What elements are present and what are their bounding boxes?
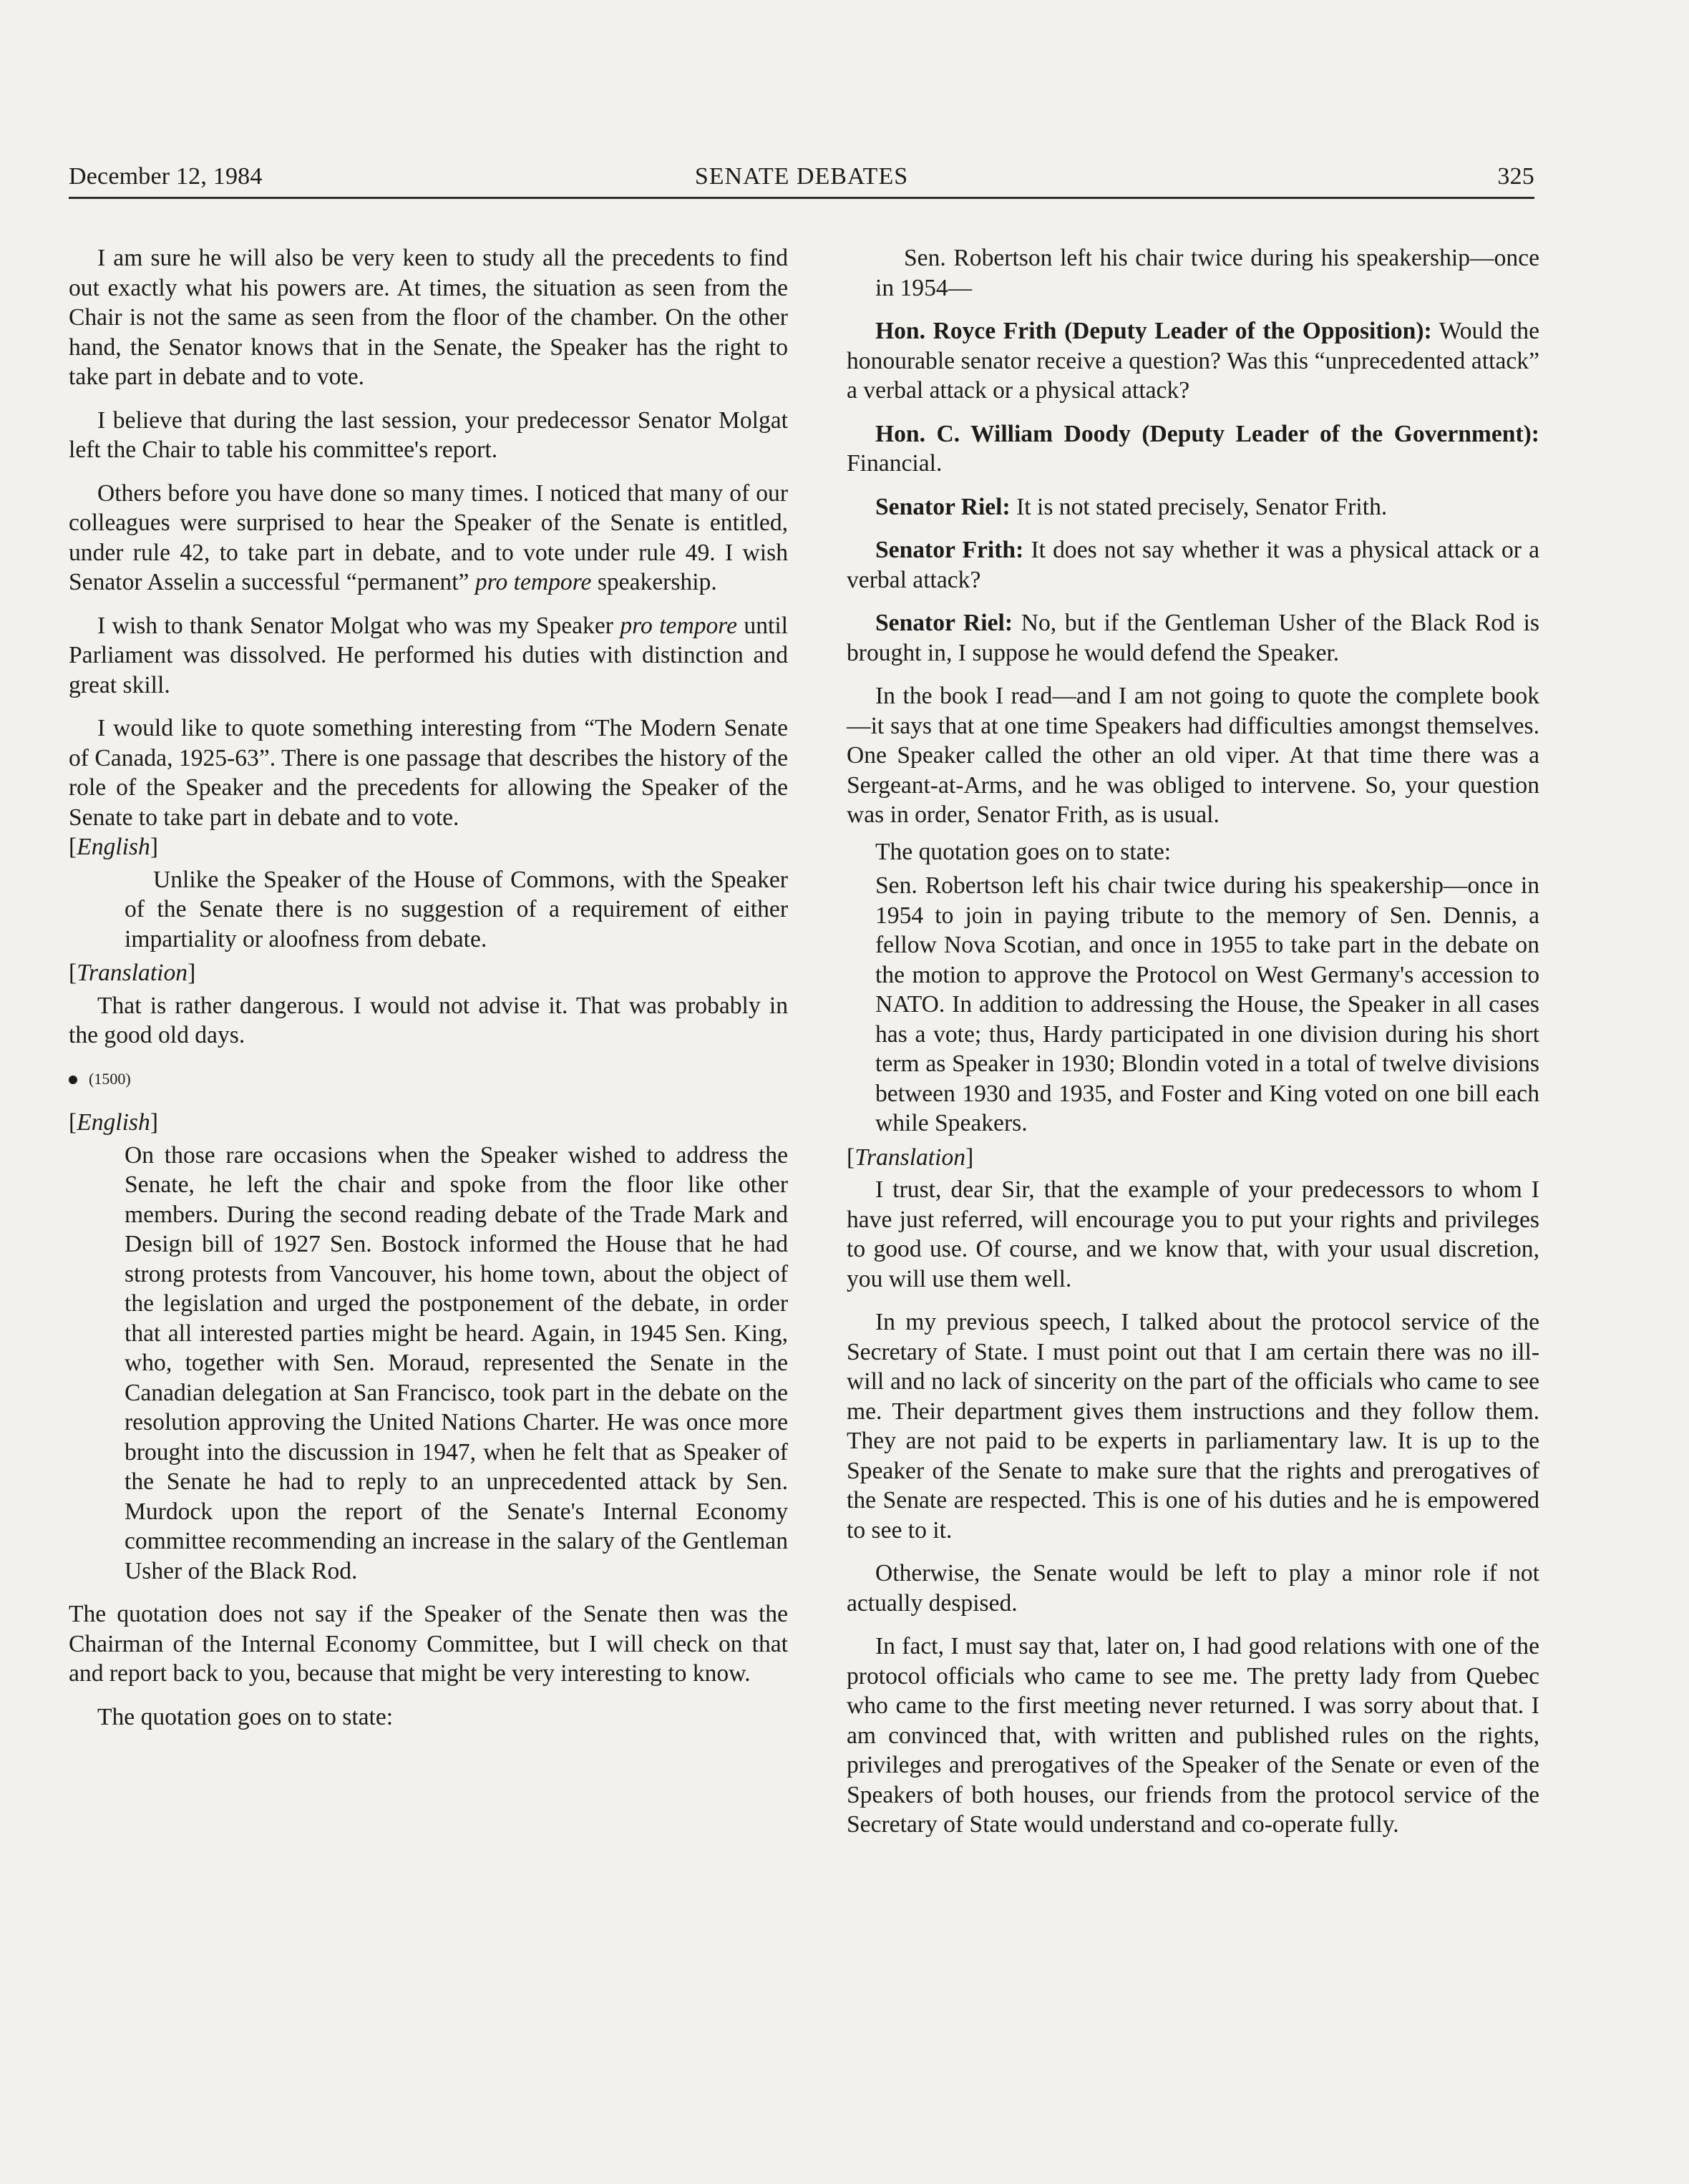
language-label: [English] — [69, 834, 158, 860]
paragraph-text: until Parliament was dissolved. He performed his duties with distinction and great skill. — [69, 612, 789, 698]
paragraph: I am sure he will also be very keen to study all the precedents to find out exactly what his powers are. At times, the situation as seen from the Chair is not the same as seen from the floor of the chamber. On the other hand, the Senator knows that in the Senate, the Speaker has the right to take part in debate and to vote. — [69, 245, 788, 390]
paragraph-text: I wish to thank Senator Molgat who was my Speaker — [97, 612, 620, 639]
paragraph: In my previous speech, I talked about the protocol service of the Secretary of State. I must point out that I am certain there was no ill-will and no lack of sincerity on the part of the officials who came to see me. Their department gives them instructions and they follow them. They are not paid to be experts in parliamentary law. It is up to the Speaker of the Senate to make sure that the rights and prerogatives of the Senate are respected. This is one of his duties and he is empowered to see to it. — [847, 1309, 1539, 1544]
speech — [847, 492, 1539, 522]
paragraph — [69, 479, 788, 598]
paragraph: The quotation goes on to state: — [875, 838, 1172, 865]
header-date: December 12, 1984 — [69, 163, 263, 190]
paragraph: In the book I read—and I am not going to quote the complete book—it says that at one time Speakers had difficulties amongst themselves. One Speaker called the other an old viper. At that time there was a Sergeant-at-Arms, and he was obliged to intervene. So, your question was in order, Senator Frith, as is usual. — [847, 683, 1539, 828]
block-quote: Unlike the Speaker of the House of Commons, with the Speaker of the Senate there is no suggestion of a requirement of either impartiality or aloofness from debate. — [125, 866, 788, 952]
speech-text: No, but if the Gentleman Usher of the Black Rod is brought in, I suppose he would defend the Speaker. — [847, 610, 1539, 666]
label-text: English — [77, 834, 150, 860]
paragraph-text: Others before you have done so many times. I noticed that many of our colleagues were surprised to hear the Speaker of the Senate is entitled, under rule 42, to take part in debate, and to vote under rule 49. I wish Senator Asselin a successful “permanent” — [69, 479, 788, 595]
paragraph: The quotation goes on to state: — [97, 1703, 394, 1730]
left-column — [69, 243, 788, 1745]
speech-text: Would the honourable senator receive a question? Was this “unprecedented attack” a verbal attack or a physical attack? — [847, 318, 1540, 404]
speech-text: Financial. — [847, 450, 943, 477]
speech-text: It is not stated precisely, Senator Frith. — [1010, 493, 1388, 520]
paragraph: I would like to quote something interesting from “The Modern Senate of Canada, 1925-63”. There is one passage that describes the history of the role of the Speaker and the precedents for allowing the Speaker of the Senate to take part in debate and to vote. — [69, 715, 788, 831]
paragraph: Otherwise, the Senate would be left to play a minor role if not actually despised. — [847, 1560, 1539, 1617]
paragraph-text: speakership. — [591, 569, 717, 595]
right-column — [847, 243, 1539, 1853]
speech — [847, 316, 1539, 406]
speaker-name: Hon. Royce Frith (Deputy Leader of the Opposition): — [875, 318, 1432, 344]
paragraph: The quotation does not say if the Speaker of the Senate then was the Chairman of the Internal Economy Committee, but I will check on that and report back to you, because that might be very interesting to know. — [69, 1601, 788, 1687]
language-label: [Translation] — [69, 960, 196, 986]
block-quote: Sen. Robertson left his chair twice during his speakership—once in 1954— — [875, 245, 1539, 301]
italic-text: pro tempore — [620, 612, 737, 639]
speaker-name: Senator Frith: — [875, 537, 1024, 563]
paragraph — [69, 611, 788, 701]
language-label: [Translation] — [847, 1144, 974, 1171]
speech — [847, 419, 1539, 479]
time-marker — [69, 1064, 788, 1094]
block-quote: On those rare occasions when the Speaker wished to address the Senate, he left the chair and spoke from the floor like other members. During the second reading debate of the Trade Mark and Design bill of 1927 Sen. Bostock informed the House that he had strong protests from Vancouver, his home town, about the object of the legislation and urged the postponement of the debate, in order that all interested parties might be heard. Again, in 1945 Sen. King, who, together with Sen. Moraud, represented the Senate in the Canadian delegation at San Francisco, took part in the debate on the resolution approving the United Nations Charter. He was once more brought into the discussion in 1947, when he felt that as Speaker of the Senate he had to reply to an unprecedented attack by Sen. Murdock upon the report of the Senate's Internal Economy committee recommending an increase in the salary of the Gentleman Usher of the Black Rod. — [125, 1141, 788, 1584]
speech — [847, 535, 1539, 595]
block-quote: Sen. Robertson left his chair twice during his speakership—once in 1954 to join in paying tribute to the memory of Sen. Dennis, a fellow Nova Scotian, and once in 1955 to take part in the debate on the motion to approve the Protocol on West Germany's accession to NATO. In addition to addressing the House, the Speaker in all cases has a vote; thus, Hardy participated in one division during his short term as Speaker in 1930; Blondin voted in a total of twelve divisions between 1930 and 1935, and Foster and King voted on one bill each while Speakers. — [875, 872, 1539, 1136]
header-rule — [69, 197, 1534, 199]
page-number: 325 — [1497, 163, 1534, 190]
header-title: SENATE DEBATES — [694, 163, 909, 190]
page-header — [69, 163, 1534, 198]
bullet-dot-icon — [69, 1076, 77, 1084]
paragraph: In fact, I must say that, later on, I had good relations with one of the protocol officials who came to see me. The pretty lady from Quebec who came to the first meeting never returned. I was sorry about that. I am convinced that, with written and published rules on the rights, privileges and prerogatives of the Speaker of the Senate or even of the Speakers of both houses, our friends from the protocol service of the Secretary of State would understand and co-operate fully. — [847, 1633, 1539, 1838]
label-text: Translation — [77, 960, 188, 986]
label-text: English — [77, 1109, 150, 1136]
paragraph: I trust, dear Sir, that the example of your predecessors to whom I have just referred, will encourage you to put your rights and privileges to good use. Of course, and we know that, with your usual discretion, you will use them well. — [847, 1176, 1539, 1292]
speaker-name: Senator Riel: — [875, 493, 1011, 520]
speech — [847, 608, 1539, 668]
time-marker-text: (1500) — [89, 1069, 131, 1088]
paragraph: That is rather dangerous. I would not advise it. That was probably in the good old days. — [69, 992, 788, 1048]
language-label: [English] — [69, 1109, 158, 1136]
speaker-name: Hon. C. William Doody (Deputy Leader of the Government): — [875, 420, 1539, 447]
speaker-name: Senator Riel: — [875, 610, 1013, 636]
speech-text: It does not say whether it was a physical attack or a verbal attack? — [847, 537, 1539, 593]
paragraph: I believe that during the last session, your predecessor Senator Molgat left the Chair to table his committee's report. — [69, 406, 788, 463]
label-text: Translation — [855, 1144, 966, 1171]
italic-text: pro tempore — [474, 569, 592, 595]
